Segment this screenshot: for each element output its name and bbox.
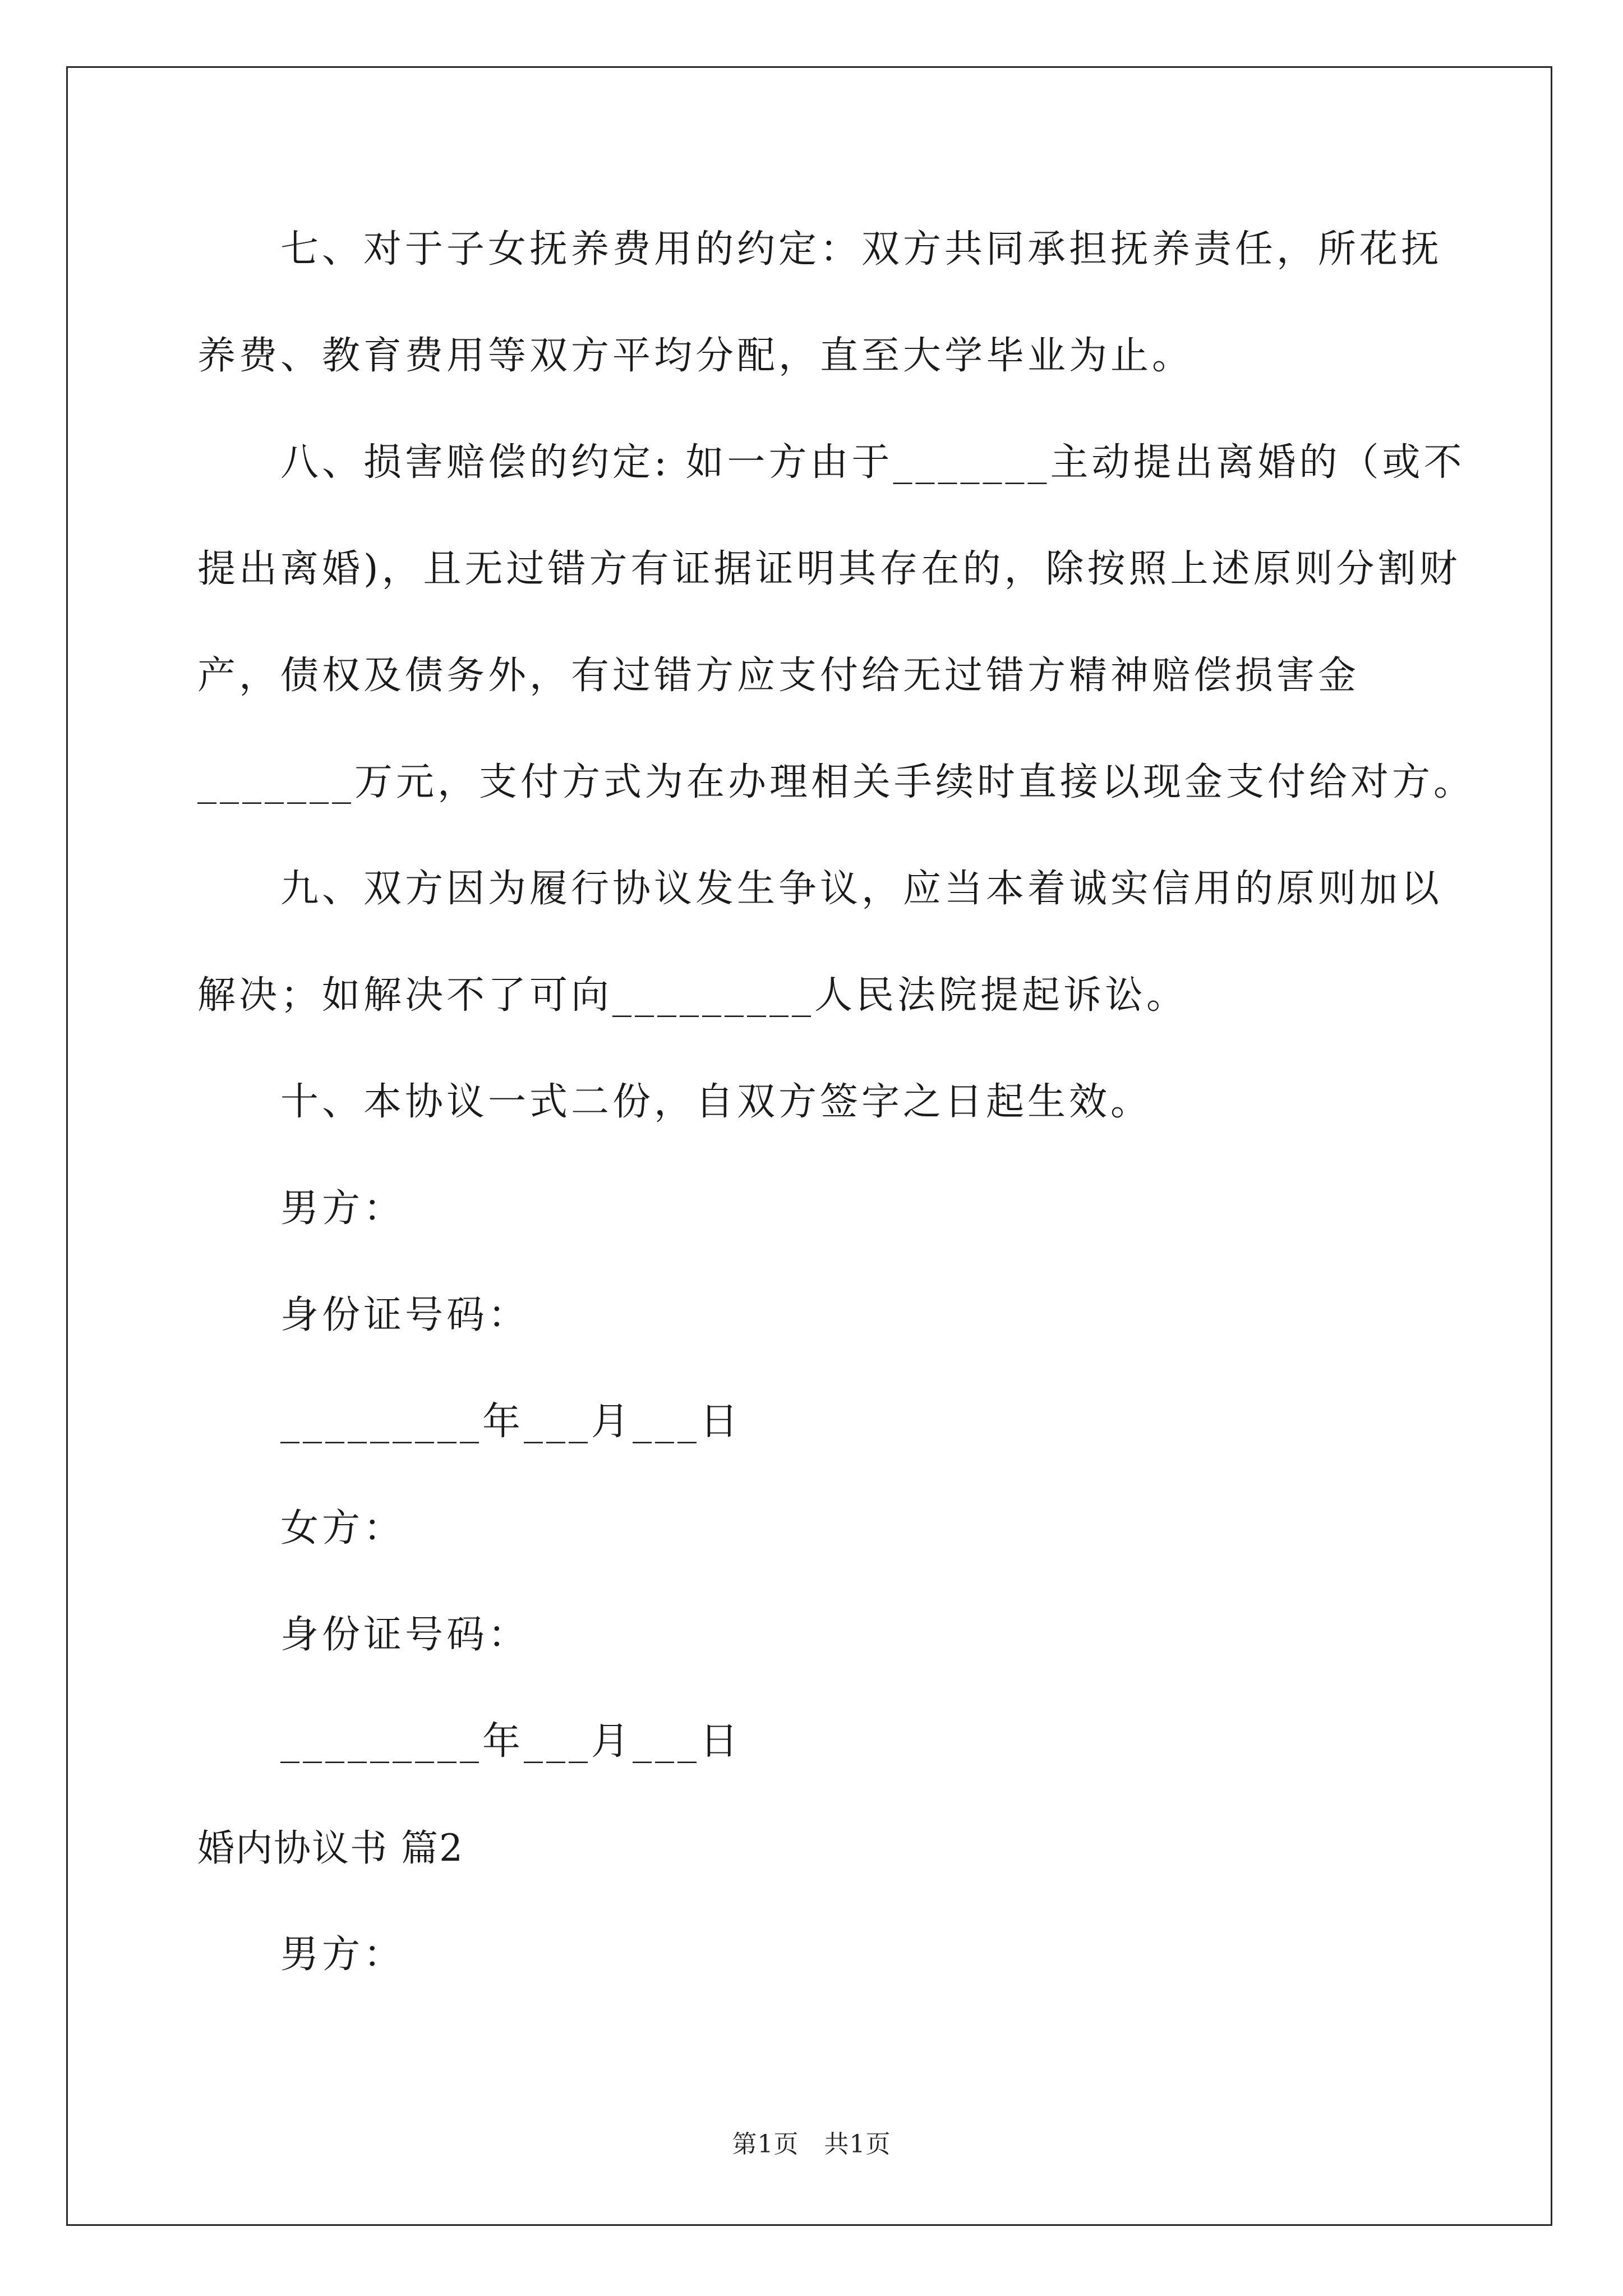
- female-party-label: 女方：: [280, 1506, 405, 1550]
- page-border: [66, 66, 1552, 2226]
- male-party-label-2: 男方：: [280, 1932, 405, 1977]
- clause-9-line-1: 九、双方因为履行协议发生争议，应当本着诚实信用的原则加以: [280, 867, 1443, 911]
- clause-8-line-1: 八、损害赔偿的约定: 如一方由于_______主动提出离婚的（或不: [280, 440, 1465, 485]
- male-date-line: _________年___月___日: [280, 1400, 742, 1444]
- clause-8-line-2: 提出离婚)，且无过错方有证据证明其存在的，除按照上述原则分割财: [197, 547, 1461, 591]
- female-id-number-label: 身份证号码：: [280, 1613, 530, 1657]
- section-heading: 婚内协议书 篇2: [197, 1826, 464, 1870]
- page-footer: 第1页 共1页: [732, 2130, 891, 2159]
- male-party-label: 男方：: [280, 1186, 405, 1231]
- clause-10: 十、本协议一式二份，自双方签字之日起生效。: [280, 1080, 1152, 1124]
- clause-9-line-2: 解决；如解决不了可向_________人民法院提起诉讼。: [197, 973, 1188, 1018]
- clause-7-line-1: 七、对于子女抚养费用的约定：双方共同承担抚养责任，所花抚: [280, 227, 1443, 272]
- clause-8-line-4: _______万元，支付方式为在办理相关手续时直接以现金支付给对方。: [197, 760, 1476, 804]
- clause-8-line-3: 产，债权及债务外，有过错方应支付给无过错方精神赔偿损害金: [197, 654, 1360, 698]
- female-date-line: _________年___月___日: [280, 1719, 742, 1764]
- male-id-number-label: 身份证号码：: [280, 1293, 530, 1337]
- clause-7-line-2: 养费、教育费用等双方平均分配，直至大学毕业为止。: [197, 334, 1194, 378]
